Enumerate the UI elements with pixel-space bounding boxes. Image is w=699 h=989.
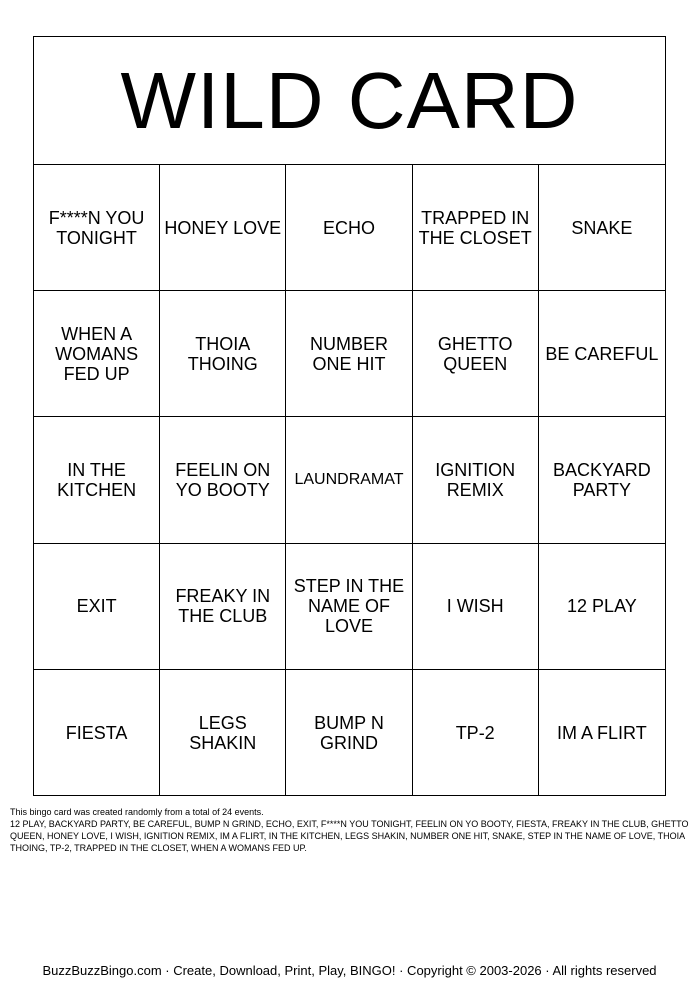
bingo-cell: STEP IN THE NAME OF LOVE xyxy=(286,544,412,670)
bingo-cell: IGNITION REMIX xyxy=(413,417,539,543)
bingo-cell: IN THE KITCHEN xyxy=(34,417,160,543)
bingo-cell: WHEN A WOMANS FED UP xyxy=(34,291,160,417)
bingo-cell: BUMP N GRIND xyxy=(286,670,412,796)
bingo-grid xyxy=(34,165,665,796)
bingo-cell: FEELIN ON YO BOOTY xyxy=(160,417,286,543)
note-summary: This bingo card was created randomly from a total of 24 events. xyxy=(10,807,264,817)
bingo-cell: BACKYARD PARTY xyxy=(539,417,665,543)
bingo-cell: THOIA THOING xyxy=(160,291,286,417)
bingo-cell: FIESTA xyxy=(34,670,160,796)
bingo-cell: GHETTO QUEEN xyxy=(413,291,539,417)
bingo-cell: LEGS SHAKIN xyxy=(160,670,286,796)
card-title: WILD CARD xyxy=(34,37,665,165)
bingo-cell: I WISH xyxy=(413,544,539,670)
bingo-cell: F****N YOU TONIGHT xyxy=(34,165,160,291)
bingo-cell: NUMBER ONE HIT xyxy=(286,291,412,417)
note-event-list: 12 PLAY, BACKYARD PARTY, BE CAREFUL, BUMP N GRIND, ECHO, EXIT, F****N YOU TONIGHT, FEELIN ON YO BOOTY, FIESTA, FREAKY IN THE CLUB, GHETTO QUEEN, HONEY LOVE, I WISH, IGNITION REMIX, IM A FLIRT, IN THE KITCHEN, LEGS SHAKIN, NUMBER ONE HIT, SNAKE, STEP IN THE NAME OF LOVE, THOIA THOING, TP-2, TRAPPED IN THE CLOSET, WHEN A WOMANS FED UP. xyxy=(10,819,689,853)
bingo-cell: SNAKE xyxy=(539,165,665,291)
bingo-card xyxy=(33,36,666,796)
bingo-cell: FREAKY IN THE CLUB xyxy=(160,544,286,670)
page-footer: BuzzBuzzBingo.com · Create, Download, Print, Play, BINGO! · Copyright © 2003-2026 · All rights reserved xyxy=(42,963,657,978)
event-list-note xyxy=(10,806,690,854)
bingo-cell: ECHO xyxy=(286,165,412,291)
bingo-cell: IM A FLIRT xyxy=(557,722,647,743)
bingo-cell: HONEY LOVE xyxy=(160,165,286,291)
bingo-cell: LAUNDRAMAT xyxy=(286,417,412,543)
bingo-cell: EXIT xyxy=(34,544,160,670)
bingo-cell: 12 PLAY xyxy=(539,544,665,670)
bingo-cell: BE CAREFUL xyxy=(539,291,665,417)
bingo-cell: TRAPPED IN THE CLOSET xyxy=(413,165,539,291)
bingo-cell: TP-2 xyxy=(413,670,539,796)
